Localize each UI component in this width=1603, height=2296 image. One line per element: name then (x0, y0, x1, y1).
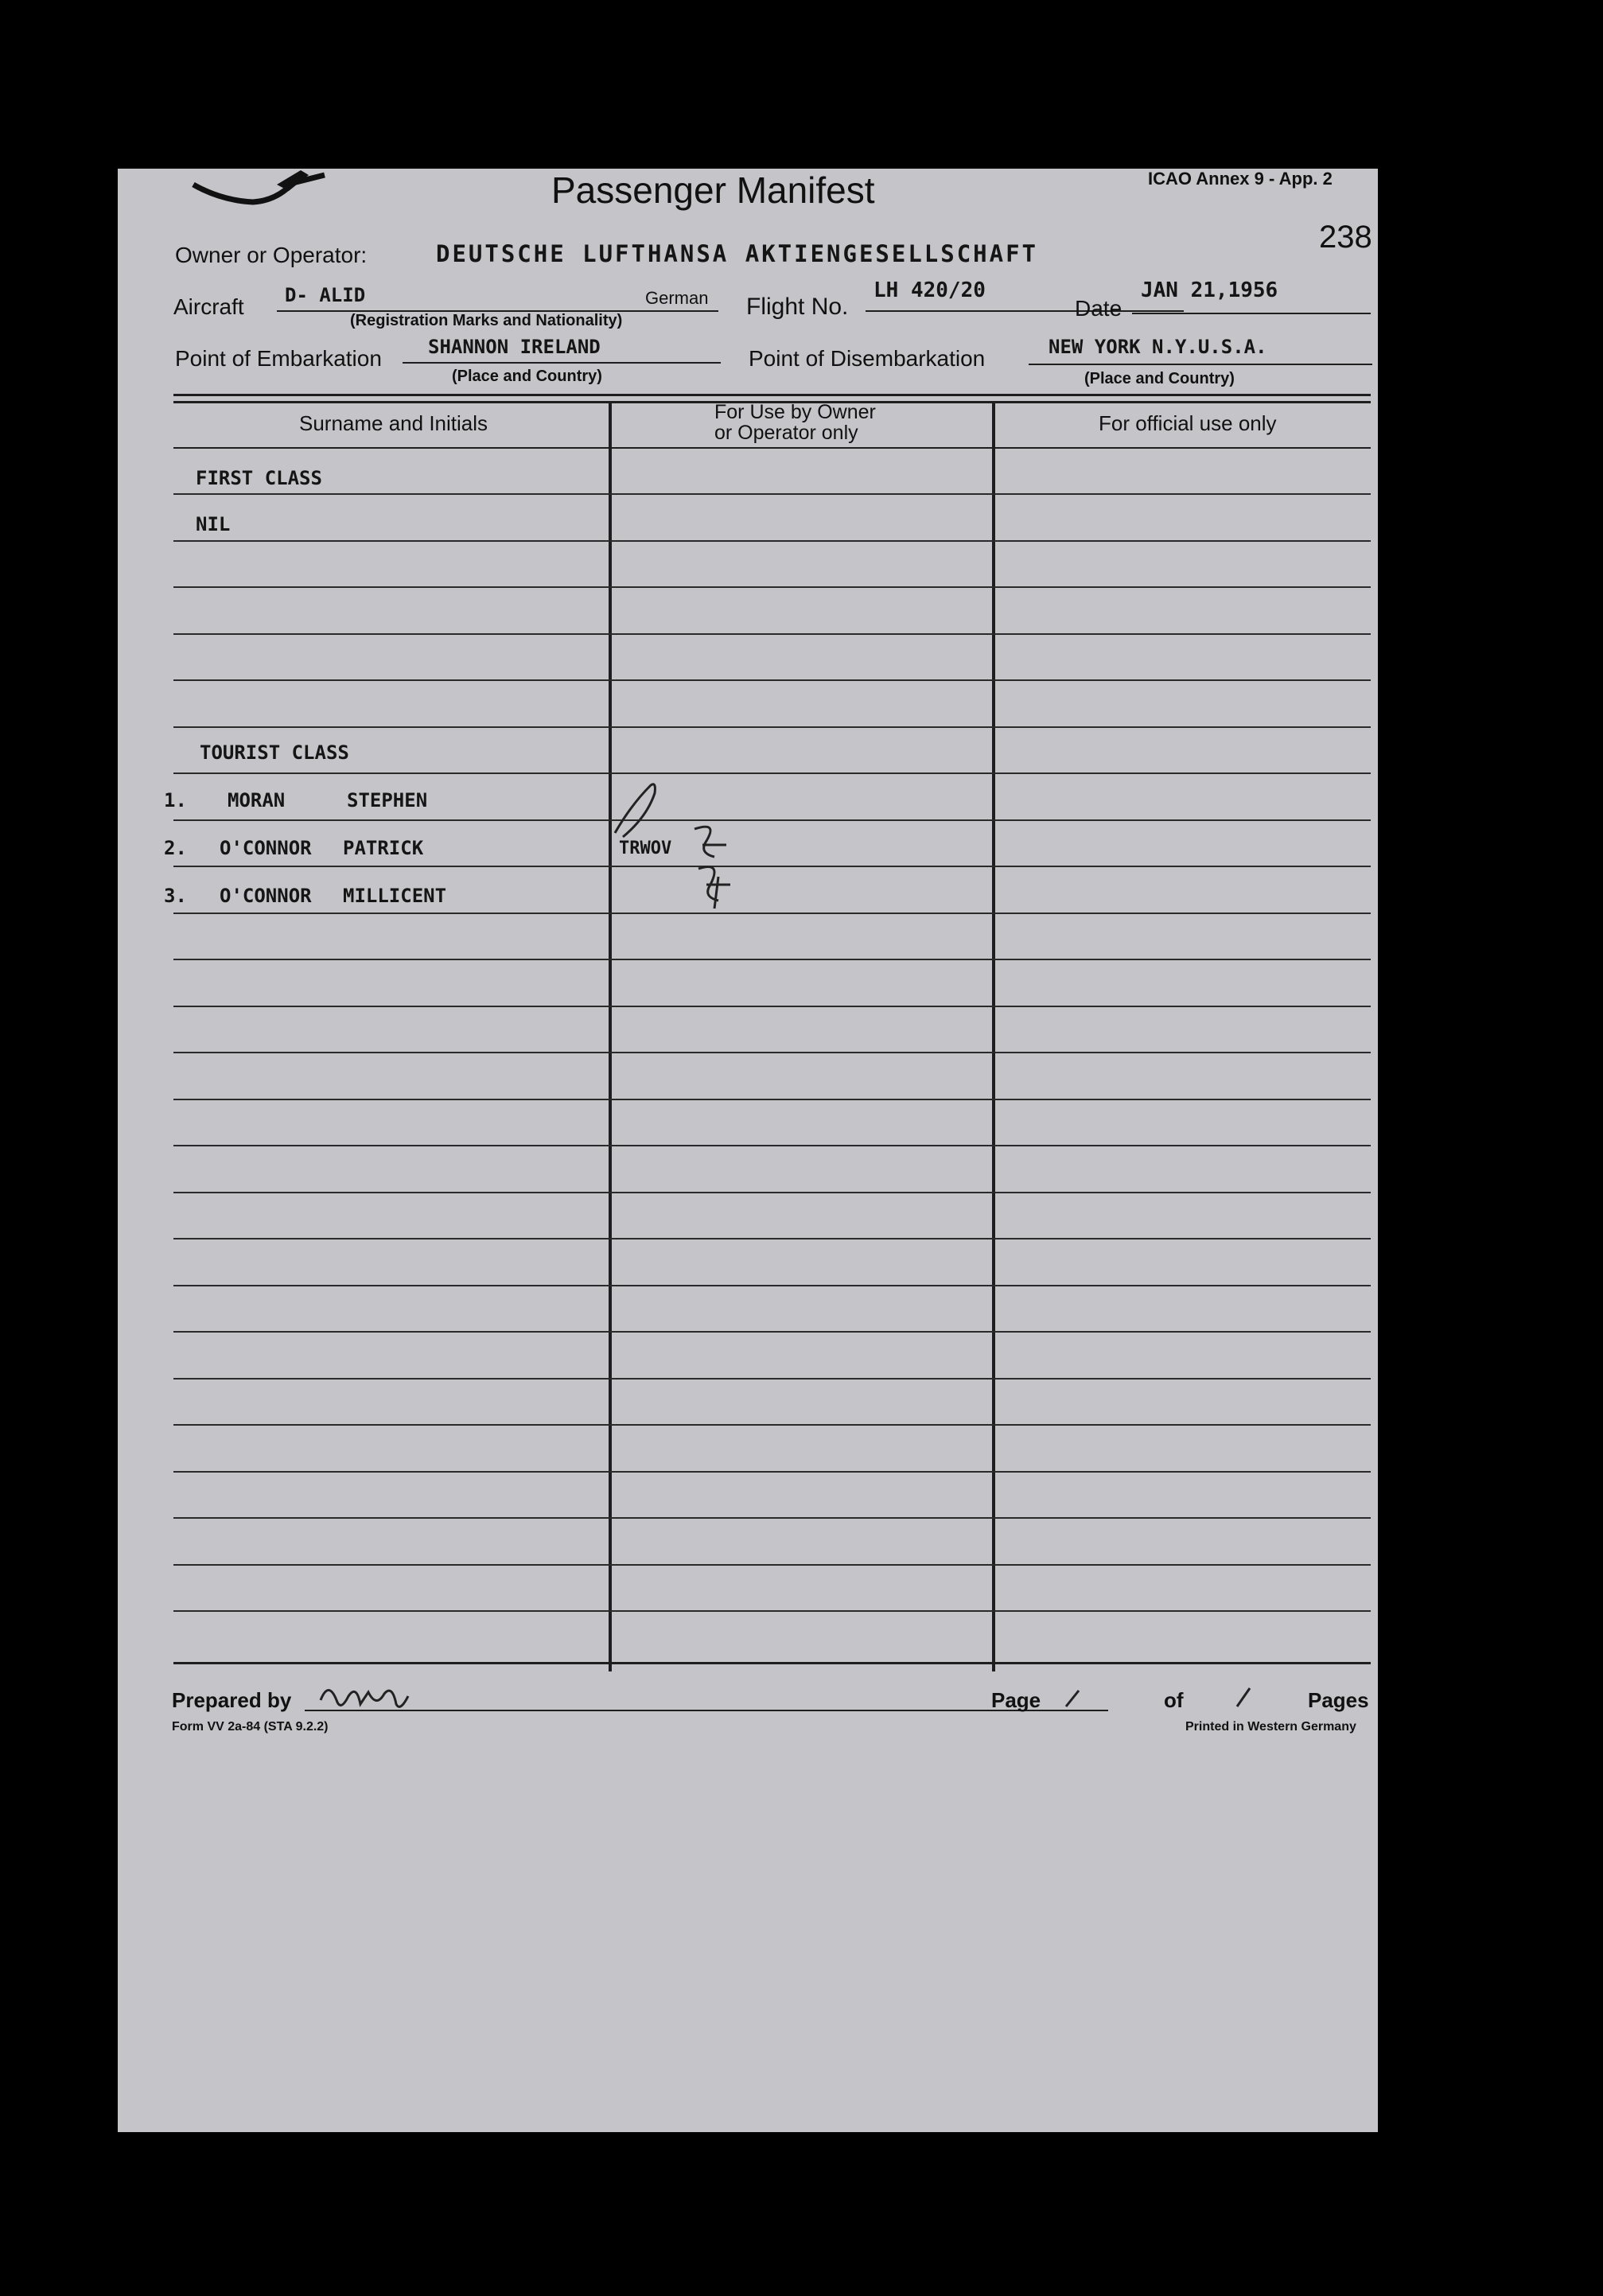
passenger-3-number: 3. (164, 885, 187, 907)
date-value: JAN 21,1956 (1141, 278, 1278, 302)
of-label: of (1164, 1688, 1184, 1712)
disembarkation-underline (1029, 364, 1372, 365)
table-row-line (173, 633, 1371, 635)
embarkation-label: Point of Embarkation (175, 346, 382, 371)
table-row-line (173, 1052, 1371, 1053)
form-code: Form VV 2a-84 (STA 9.2.2) (172, 1720, 329, 1734)
table-row-line (173, 1610, 1371, 1612)
table-row-line (173, 1099, 1371, 1100)
date-underline (1132, 313, 1371, 314)
embarkation-caption: (Place and Country) (452, 368, 602, 385)
page-stamp-number: 238 (1319, 220, 1372, 255)
passenger-2-number: 2. (164, 837, 187, 859)
page-number-handwritten (1056, 1687, 1088, 1710)
table-row-line (173, 1378, 1371, 1380)
flight-number: LH 420/20 (873, 278, 986, 302)
table-row-line (173, 1006, 1371, 1007)
embarkation-underline (403, 362, 721, 364)
table-row-line (173, 1238, 1371, 1239)
aircraft-caption: (Registration Marks and Nationality) (350, 312, 623, 329)
table-row-line (173, 540, 1371, 542)
handwritten-initials (683, 821, 754, 916)
table-row-line (173, 1517, 1371, 1519)
aircraft-label: Aircraft (173, 294, 244, 319)
table-row-line (173, 866, 1371, 867)
flight-label: Flight No. (746, 294, 849, 320)
list-item-tourist-class: TOURIST CLASS (200, 741, 349, 764)
disembarkation-label: Point of Disembarkation (749, 346, 986, 371)
table-row-line (173, 1564, 1371, 1566)
owner-label: Owner or Operator: (175, 243, 368, 267)
lufthansa-crane-logo (189, 169, 333, 216)
form-title: Passenger Manifest (551, 169, 875, 211)
total-pages-handwritten (1228, 1684, 1259, 1708)
table-row-line (173, 1471, 1371, 1473)
col-header-owner-use-line1: For Use by Owner (714, 401, 876, 423)
col-header-rule (173, 447, 1371, 449)
list-item-nil: NIL (196, 513, 231, 535)
passenger-1-given: STEPHEN (347, 789, 428, 811)
passenger-2-given: PATRICK (343, 837, 424, 859)
icao-reference: ICAO Annex 9 - App. 2 (1148, 169, 1333, 189)
prepared-by-label: Prepared by (172, 1688, 292, 1712)
page-label: Page (991, 1688, 1041, 1712)
col-header-official-use: For official use only (1099, 411, 1277, 435)
table-row-line (173, 913, 1371, 914)
pages-label: Pages (1308, 1688, 1369, 1712)
passenger-1-number: 1. (164, 789, 187, 811)
column-divider-2 (992, 403, 995, 1671)
aircraft-registration: D- ALID (285, 284, 366, 306)
disembarkation-value: NEW YORK N.Y.U.S.A. (1049, 336, 1267, 358)
table-row-line (173, 1331, 1371, 1333)
passenger-2-owner-note: TRWOV (619, 839, 672, 858)
table-row-line (173, 1285, 1371, 1286)
disembarkation-caption: (Place and Country) (1084, 370, 1235, 387)
table-row-line (173, 1424, 1371, 1426)
passenger-3-surname: O'CONNOR (220, 885, 312, 907)
table-row-line (173, 772, 1371, 774)
table-row-line (173, 959, 1371, 960)
passenger-3-given: MILLICENT (343, 885, 447, 907)
col-header-surname: Surname and Initials (299, 411, 488, 435)
column-divider-1 (609, 403, 612, 1671)
table-row-line (173, 586, 1371, 588)
header-rule-top (173, 394, 1371, 396)
footer-rule (173, 1662, 1371, 1664)
owner-value: DEUTSCHE LUFTHANSA AKTIENGESELLSCHAFT (436, 240, 1039, 267)
table-row-line (173, 1145, 1371, 1146)
preparer-signature (317, 1676, 428, 1720)
col-header-owner-use-line2: or Operator only (714, 422, 858, 444)
aircraft-nationality: German (645, 288, 709, 308)
table-row-line (173, 726, 1371, 728)
passenger-2-surname: O'CONNOR (220, 837, 312, 859)
manifest-sheet (118, 169, 1378, 2132)
printed-in: Printed in Western Germany (1185, 1720, 1356, 1734)
table-row-line (173, 679, 1371, 681)
table-row-line (173, 493, 1371, 495)
passenger-1-surname: MORAN (228, 789, 286, 811)
list-item-first-class: FIRST CLASS (196, 467, 322, 489)
table-row-line (173, 819, 1371, 821)
table-row-line (173, 1192, 1371, 1193)
date-label: Date (1075, 296, 1122, 321)
flight-underline (866, 310, 1184, 312)
embarkation-value: SHANNON IRELAND (428, 336, 601, 358)
